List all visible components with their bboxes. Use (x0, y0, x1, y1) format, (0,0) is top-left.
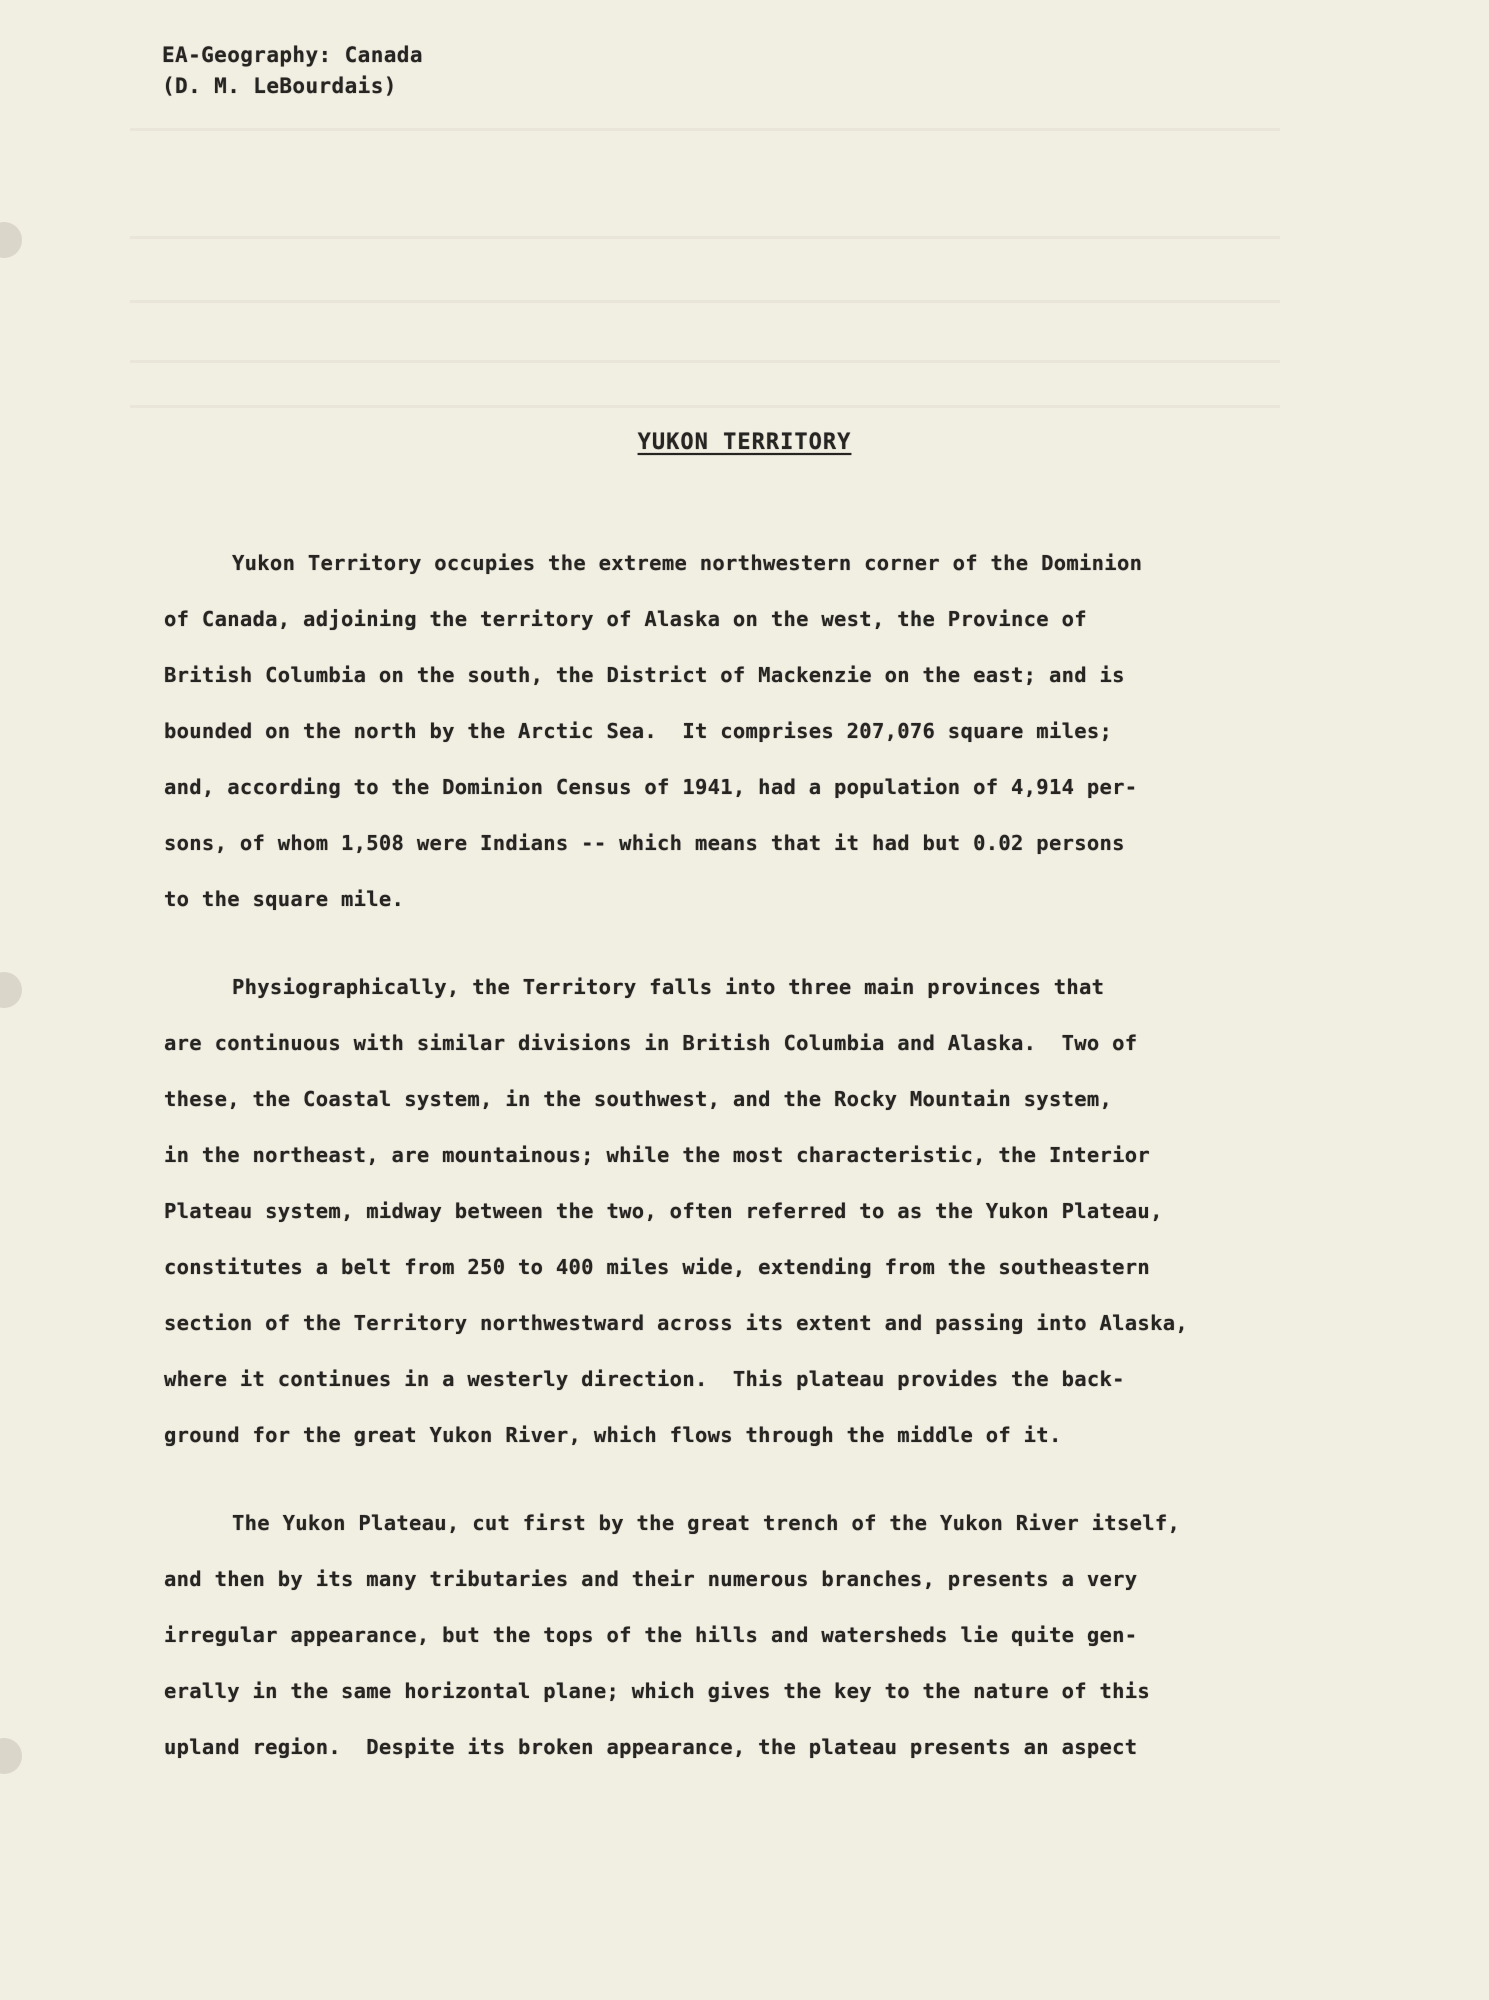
body-line: irregular appearance, but the tops of the hills and watersheds lie quite gen- (164, 1623, 1138, 1647)
title-text: YUKON TERRITORY (637, 430, 852, 455)
body-line: to the square mile. (164, 887, 405, 911)
body-line: are continuous with similar divisions in British Columbia and Alaska. Two of (164, 1031, 1138, 1055)
bleed-through-line (130, 236, 1280, 239)
punch-hole (0, 972, 22, 1008)
body-line: and then by its many tributaries and their numerous branches, presents a very (164, 1567, 1138, 1591)
bleed-through-line (130, 128, 1280, 131)
body-line: in the northeast, are mountainous; while the most characteristic, the Interior (164, 1143, 1151, 1167)
document-title (0, 430, 1489, 455)
header-subject: EA-Geography: Canada (162, 43, 423, 67)
header-author: (D. M. LeBourdais) (162, 74, 397, 98)
body-line: and, according to the Dominion Census of 1941, had a population of 4,914 per- (164, 775, 1138, 799)
body-line: where it continues in a westerly direction. This plateau provides the back- (164, 1367, 1125, 1391)
body-line: Plateau system, midway between the two, often referred to as the Yukon Plateau, (164, 1199, 1163, 1223)
document-header (162, 40, 423, 102)
body-line: of Canada, adjoining the territory of Alaska on the west, the Province of (164, 607, 1087, 631)
body-line: erally in the same horizontal plane; which gives the key to the nature of this (164, 1679, 1151, 1703)
punch-hole (0, 1738, 22, 1774)
body-line: upland region. Despite its broken appearance, the plateau presents an aspect (164, 1735, 1138, 1759)
body-line: The Yukon Plateau, cut first by the great trench of the Yukon River itself, (232, 1511, 1181, 1535)
body-line: sons, of whom 1,508 were Indians -- which means that it had but 0.02 persons (164, 831, 1125, 855)
body-line: section of the Territory northwestward across its extent and passing into Alaska, (164, 1311, 1189, 1335)
bleed-through-line (130, 360, 1280, 363)
body-line: bounded on the north by the Arctic Sea. It comprises 207,076 square miles; (164, 719, 1113, 743)
bleed-through-line (130, 300, 1280, 303)
bleed-through-line (130, 405, 1280, 408)
body-line: ground for the great Yukon River, which flows through the middle of it. (164, 1423, 1062, 1447)
body-line: constitutes a belt from 250 to 400 miles wide, extending from the southeastern (164, 1255, 1151, 1279)
body-line: these, the Coastal system, in the southwest, and the Rocky Mountain system, (164, 1087, 1113, 1111)
body-line: British Columbia on the south, the District of Mackenzie on the east; and is (164, 663, 1125, 687)
body-line: Yukon Territory occupies the extreme northwestern corner of the Dominion (232, 551, 1143, 575)
body-line: Physiographically, the Territory falls into three main provinces that (232, 975, 1105, 999)
punch-hole (0, 222, 22, 258)
